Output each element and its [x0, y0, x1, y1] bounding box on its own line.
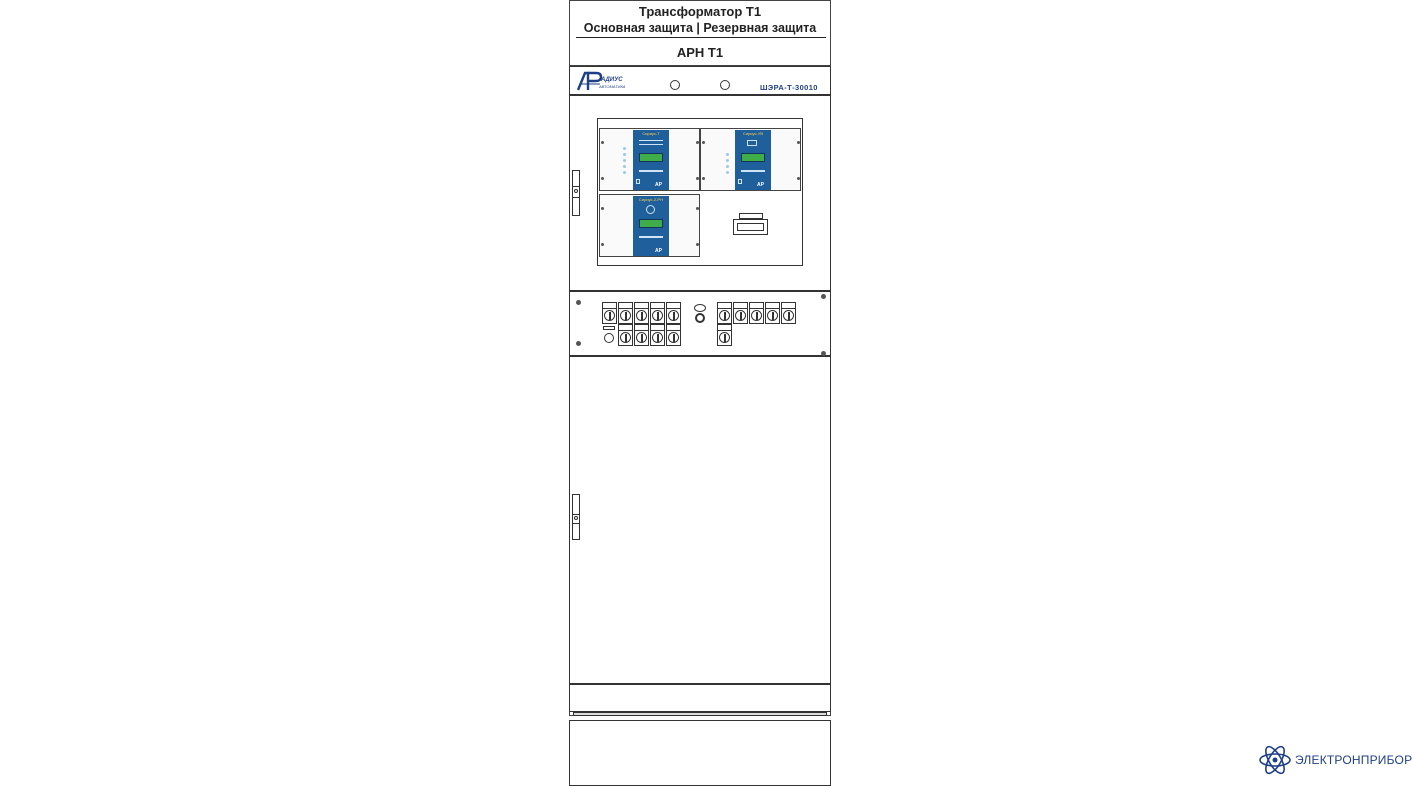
indicator-lamp-1: [670, 80, 680, 90]
control-switch[interactable]: [602, 302, 617, 324]
cabinet-base-strip: [573, 712, 827, 716]
lcd-display: [741, 153, 765, 162]
label-holder: [603, 326, 615, 330]
lower-door[interactable]: [569, 356, 831, 684]
relay-device-2[interactable]: [700, 128, 801, 191]
brand-text: ЭЛЕКТРОНПРИБОР: [1295, 753, 1412, 767]
logo-text: АДИУС: [601, 77, 623, 83]
logo-subtext: АВТОМАТИКА: [599, 84, 626, 89]
lcd-display: [639, 153, 663, 162]
title-plate: [569, 0, 831, 66]
test-button[interactable]: [694, 304, 706, 312]
cabinet-bottom-rail: [569, 684, 831, 712]
control-switch[interactable]: [634, 324, 649, 346]
title-line-1: Трансформатор Т1: [638, 4, 762, 19]
device-name: Сириус-Т: [642, 131, 660, 136]
cabinet-top-strip: [569, 66, 831, 95]
relay-front-panel: Сириус-УВ AP: [735, 130, 771, 190]
relay-device-1[interactable]: [599, 128, 700, 191]
cabinet-plinth: [569, 720, 831, 786]
control-switch[interactable]: [634, 302, 649, 324]
control-switch[interactable]: [650, 302, 665, 324]
title-divider: [576, 37, 826, 38]
lcd-display: [639, 219, 663, 228]
control-switch[interactable]: [618, 302, 633, 324]
relay-front-panel: Сириус-2-РН AP: [633, 196, 669, 256]
lower-door-handle[interactable]: [572, 494, 580, 540]
control-switch[interactable]: [618, 324, 633, 346]
model-label: ШЭРА-Т-30010: [760, 83, 818, 92]
device-name: Сириус-2-РН: [639, 197, 663, 202]
title-line-2: Основная защита | Резервная защита: [583, 21, 817, 35]
control-switch[interactable]: [733, 302, 748, 324]
atom-icon: [1258, 742, 1292, 778]
meter-display: [733, 219, 768, 235]
reset-button[interactable]: [695, 313, 705, 323]
indicator-lamp: [604, 333, 614, 343]
relay-front-panel: Сириус-Т AP: [633, 130, 669, 190]
indicator-lamp-2: [720, 80, 730, 90]
control-switch[interactable]: [650, 324, 665, 346]
upper-door-handle[interactable]: [572, 170, 580, 216]
control-switch[interactable]: [666, 324, 681, 346]
control-switch[interactable]: [717, 302, 732, 324]
control-switch[interactable]: [749, 302, 764, 324]
title-line-3: АРН Т1: [676, 45, 724, 60]
brand-watermark: [1258, 742, 1412, 778]
relay-device-3[interactable]: [599, 194, 700, 257]
control-switch[interactable]: [781, 302, 796, 324]
control-switch[interactable]: [666, 302, 681, 324]
control-switch[interactable]: [765, 302, 780, 324]
company-logo: [576, 70, 631, 92]
control-switch[interactable]: [717, 324, 732, 346]
device-name: Сириус-УВ: [742, 131, 764, 136]
